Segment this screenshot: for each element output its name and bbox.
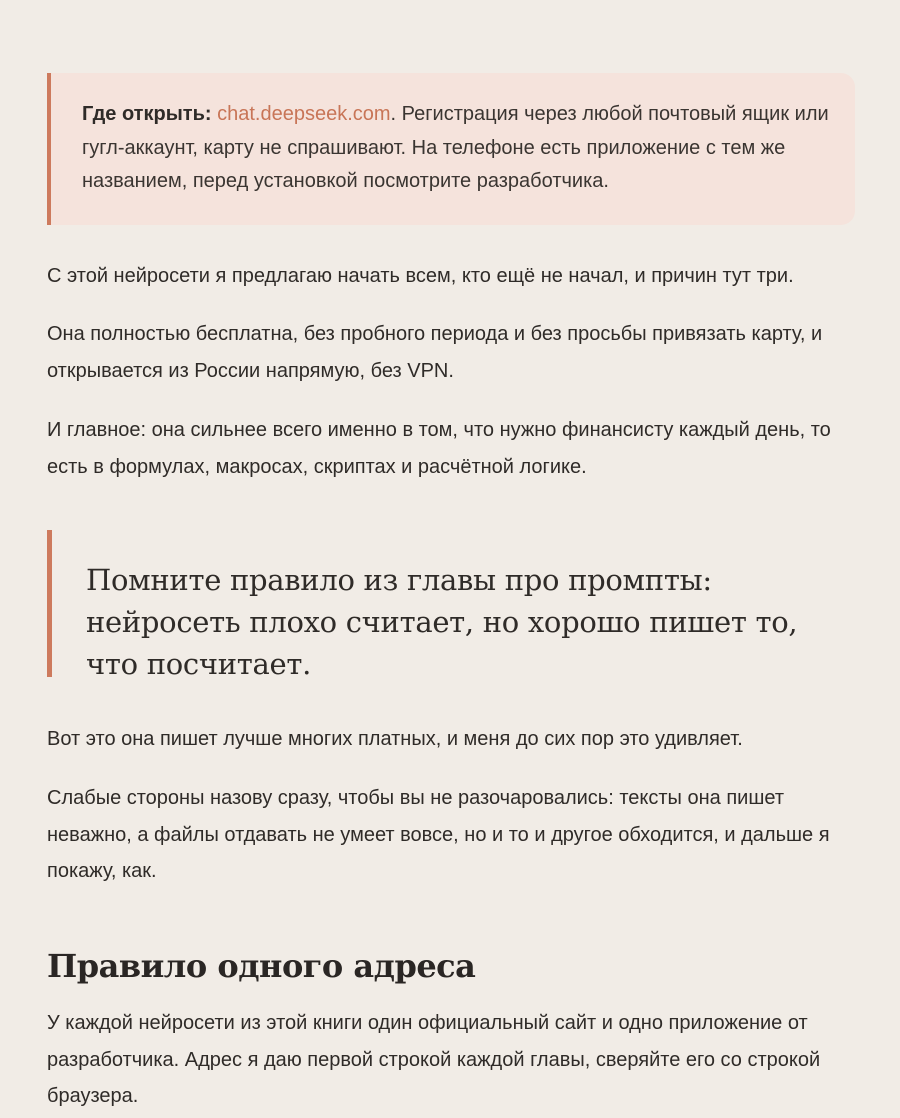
- callout-text: . Регистрация через любой почтовый ящик или гугл-аккаунт, карту не спрашивают. На телефоне есть приложение с тем же названием, перед установкой посмотрите разработчика.: [82, 103, 829, 192]
- paragraph-writes-better: Вот это она пишет лучше многих платных, и меня до сих пор это удивляет.: [47, 728, 743, 750]
- paragraph-weaknesses: Слабые стороны назову сразу, чтобы вы не разочаровались: тексты она пишет неважно, а файлы отдавать не умеет вовсе, но и то и другое обходится, и дальше я покажу, как.: [47, 787, 830, 882]
- paragraph-intro: С этой нейросети я предлагаю начать всем, кто ещё не начал, и причин тут три.: [47, 265, 794, 287]
- pull-quote: [47, 530, 855, 681]
- info-callout: [47, 73, 855, 225]
- deepseek-link[interactable]: chat.deepseek.com: [217, 103, 391, 125]
- pull-quote-text: Помните правило из главы про промпты: нейросеть плохо считает, но хорошо пишет то, что посчитает.: [86, 563, 798, 681]
- section-heading: Правило одного адреса: [47, 947, 476, 985]
- paragraph-one-address: У каждой нейросети из этой книги один официальный сайт и одно приложение от разработчика. Адрес я даю первой строкой каждой главы, сверяйте его со строкой браузера.: [47, 1012, 821, 1107]
- callout-label: Где открыть:: [82, 103, 212, 125]
- paragraph-main: И главное: она сильнее всего именно в том, что нужно финансисту каждый день, то есть в формулах, макросах, скриптах и расчётной логике.: [47, 419, 831, 478]
- paragraph-free: Она полностью бесплатна, без пробного периода и без просьбы привязать карту, и открывается из России напрямую, без VPN.: [47, 323, 823, 382]
